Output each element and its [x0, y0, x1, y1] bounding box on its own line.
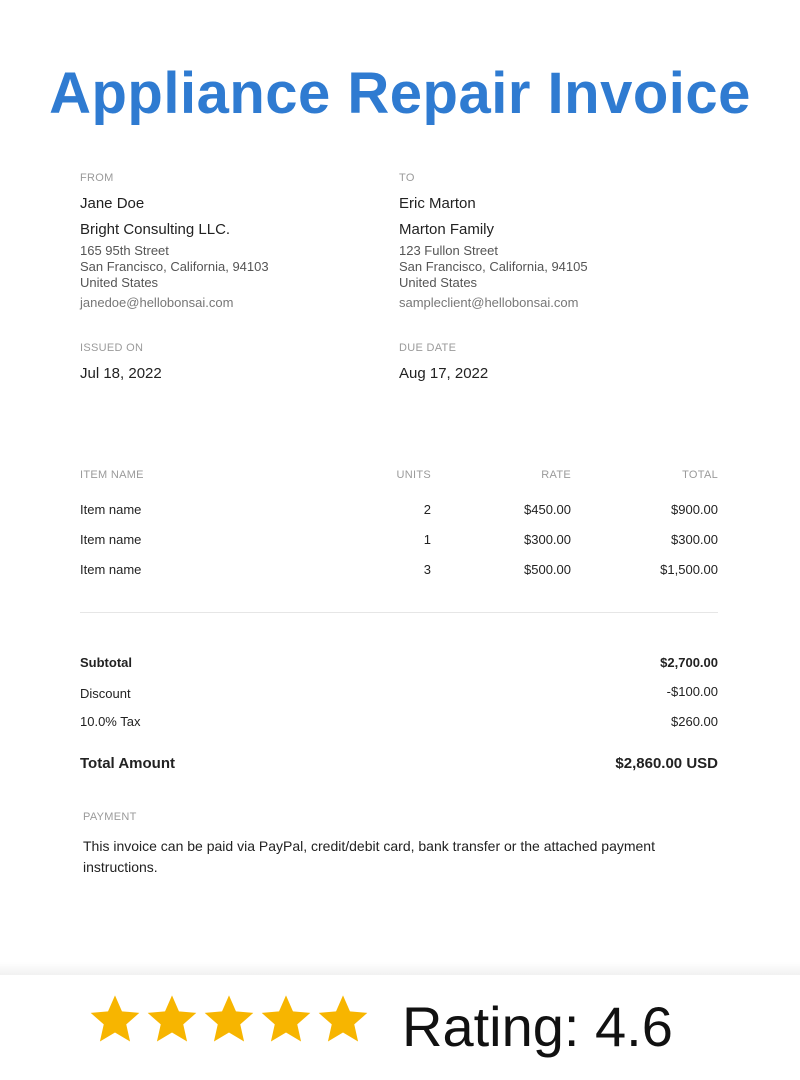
- to-address-line2: San Francisco, California, 94105: [399, 259, 588, 274]
- due-date-value: Aug 17, 2022: [399, 365, 489, 382]
- header-total: TOTAL: [682, 469, 718, 481]
- from-name: Jane Doe: [80, 195, 145, 212]
- item-rate: $450.00: [524, 502, 571, 517]
- item-name: Item name: [80, 532, 142, 547]
- item-name: Item name: [80, 502, 142, 517]
- item-total: $900.00: [671, 502, 718, 517]
- discount-label: Discount: [80, 686, 131, 701]
- total-amount-label: Total Amount: [80, 755, 175, 772]
- star-icon: [88, 992, 142, 1046]
- item-units: 2: [423, 502, 431, 517]
- item-rate: $300.00: [524, 532, 571, 547]
- item-name: Item name: [80, 562, 142, 577]
- tax-value: $260.00: [671, 714, 718, 729]
- total-amount-value: $2,860.00 USD: [615, 755, 718, 772]
- header-rate: RATE: [541, 469, 571, 481]
- star-rating: [88, 992, 370, 1052]
- payment-label: PAYMENT: [83, 811, 137, 823]
- due-date-label: DUE DATE: [399, 342, 457, 354]
- star-icon: [259, 992, 313, 1046]
- from-company: Bright Consulting LLC.: [80, 221, 231, 238]
- to-country: United States: [399, 275, 478, 290]
- from-label: FROM: [80, 172, 114, 184]
- star-icon: [202, 992, 256, 1046]
- payment-instructions: This invoice can be paid via PayPal, credit/debit card, bank transfer or the attached payment instructions.: [83, 838, 655, 875]
- from-country: United States: [80, 275, 159, 290]
- to-company: Marton Family: [399, 221, 495, 238]
- footer-shadow: [0, 962, 800, 976]
- header-units: UNITS: [396, 469, 431, 481]
- items-divider: [80, 612, 718, 613]
- item-total: $300.00: [671, 532, 718, 547]
- to-label: TO: [399, 172, 415, 184]
- from-address-line1: 165 95th Street: [80, 243, 169, 258]
- star-icon: [316, 992, 370, 1046]
- header-item-name: ITEM NAME: [80, 469, 144, 481]
- issued-on-date: Jul 18, 2022: [80, 365, 162, 382]
- item-units: 3: [423, 562, 431, 577]
- to-address-line1: 123 Fullon Street: [399, 243, 499, 258]
- item-rate: $500.00: [524, 562, 571, 577]
- discount-value: -$100.00: [666, 684, 718, 699]
- tax-label: 10.0% Tax: [80, 714, 141, 729]
- subtotal-value: $2,700.00: [660, 655, 718, 670]
- from-address-line2: San Francisco, California, 94103: [80, 259, 269, 274]
- rating-text: Rating: 4.6: [402, 995, 673, 1058]
- to-name: Eric Marton: [399, 195, 476, 212]
- subtotal-label: Subtotal: [80, 655, 132, 670]
- star-icon: [145, 992, 199, 1046]
- invoice-title: Appliance Repair Invoice: [49, 61, 751, 126]
- from-email: janedoe@hellobonsai.com: [80, 295, 234, 310]
- item-total: $1,500.00: [660, 562, 718, 577]
- issued-on-label: ISSUED ON: [80, 342, 144, 354]
- to-email: sampleclient@hellobonsai.com: [399, 295, 579, 310]
- item-units: 1: [423, 532, 431, 547]
